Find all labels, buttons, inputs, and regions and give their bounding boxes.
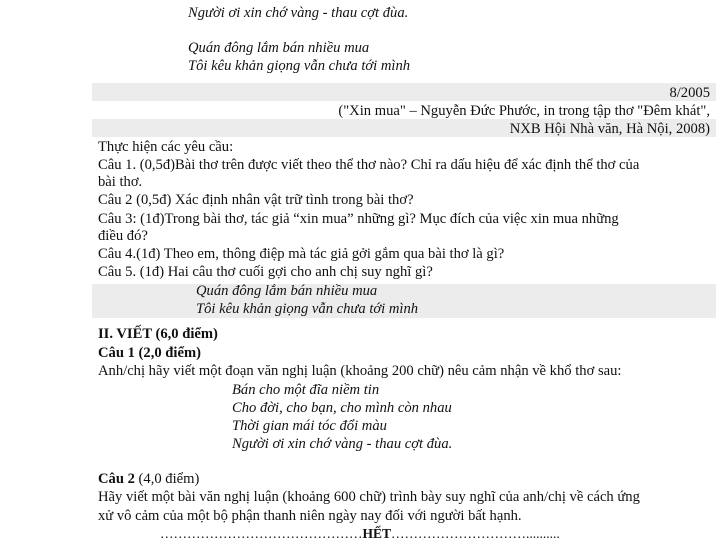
writing-q2-heading bbox=[98, 470, 199, 488]
source-citation: ("Xin mua" – Nguyễn Đức Phước, in trong tập thơ "Đêm khát", bbox=[338, 103, 710, 119]
writing-q2-heading-label: Câu 2 bbox=[98, 471, 135, 487]
writing-q1-poem-line: Thời gian mái tóc đổi màu bbox=[232, 418, 387, 434]
reading-intro: Thực hiện các yêu cầu: bbox=[98, 139, 234, 155]
end-label: HẾT bbox=[362, 526, 392, 541]
question-1-cont: bài thơ. bbox=[98, 174, 143, 190]
question-3: Câu 3: (1đ)Trong bài thơ, tác giả “xin mua” những gì? Mục đích của việc xin mua những bbox=[98, 211, 619, 227]
question-1: Câu 1. (0,5đ)Bài thơ trên được viết theo thể thơ nào? Chỉ ra dấu hiệu để xác định thể thơ của bbox=[98, 157, 640, 173]
end-dots-right: ………………………….......... bbox=[391, 526, 560, 541]
question-4: Câu 4.(1đ) Theo em, thông điệp mà tác giả gởi gắm qua bài thơ là gì? bbox=[98, 246, 505, 262]
writing-q1-heading: Câu 1 (2,0 điểm) bbox=[98, 345, 201, 361]
writing-q1-poem-line: Cho đời, cho bạn, cho mình còn nhau bbox=[232, 400, 452, 416]
question-5: Câu 5. (1đ) Hai câu thơ cuối gợi cho anh chị suy nghĩ gì? bbox=[98, 264, 433, 280]
source-date: 8/2005 bbox=[669, 85, 710, 101]
writing-q2-prompt: Hãy viết một bài văn nghị luận (khoảng 600 chữ) trình bày suy nghĩ của anh/chị về cách ứng bbox=[98, 489, 640, 505]
writing-q1-poem-line: Bán cho một đĩa niềm tin bbox=[232, 382, 380, 398]
poem-line: Người ơi xin chớ vàng - thau cợt đùa. bbox=[188, 5, 409, 21]
source-citation: NXB Hội Nhà văn, Hà Nội, 2008) bbox=[509, 121, 710, 137]
end-marker bbox=[160, 525, 560, 543]
question-5-poem: Quán đông lắm bán nhiều mua bbox=[196, 283, 378, 299]
section-heading: II. VIẾT (6,0 điểm) bbox=[98, 326, 218, 342]
poem-line: Tôi kêu khản giọng vẫn chưa tới mình bbox=[188, 58, 411, 74]
shade-band-1 bbox=[92, 83, 716, 101]
end-dots-left: ……………………………………… bbox=[160, 526, 363, 541]
writing-q1-poem-line: Người ơi xin chớ vàng - thau cợt đùa. bbox=[232, 436, 453, 452]
writing-q2-heading-points: (4,0 điểm) bbox=[134, 471, 200, 487]
writing-q2-prompt-cont: xử vô cảm của một bộ phận thanh niên ngày nay đối với người bất hạnh. bbox=[98, 508, 522, 524]
writing-q1-prompt: Anh/chị hãy viết một đoạn văn nghị luận (khoảng 200 chữ) nêu cảm nhận về khổ thơ sau: bbox=[98, 363, 622, 379]
poem-line: Quán đông lắm bán nhiều mua bbox=[188, 40, 370, 56]
question-5-poem: Tôi kêu khản giọng vẫn chưa tới mình bbox=[196, 301, 419, 317]
question-2: Câu 2 (0,5đ) Xác định nhân vật trữ tình trong bài thơ? bbox=[98, 192, 414, 208]
question-3-cont: điều đó? bbox=[98, 228, 148, 244]
